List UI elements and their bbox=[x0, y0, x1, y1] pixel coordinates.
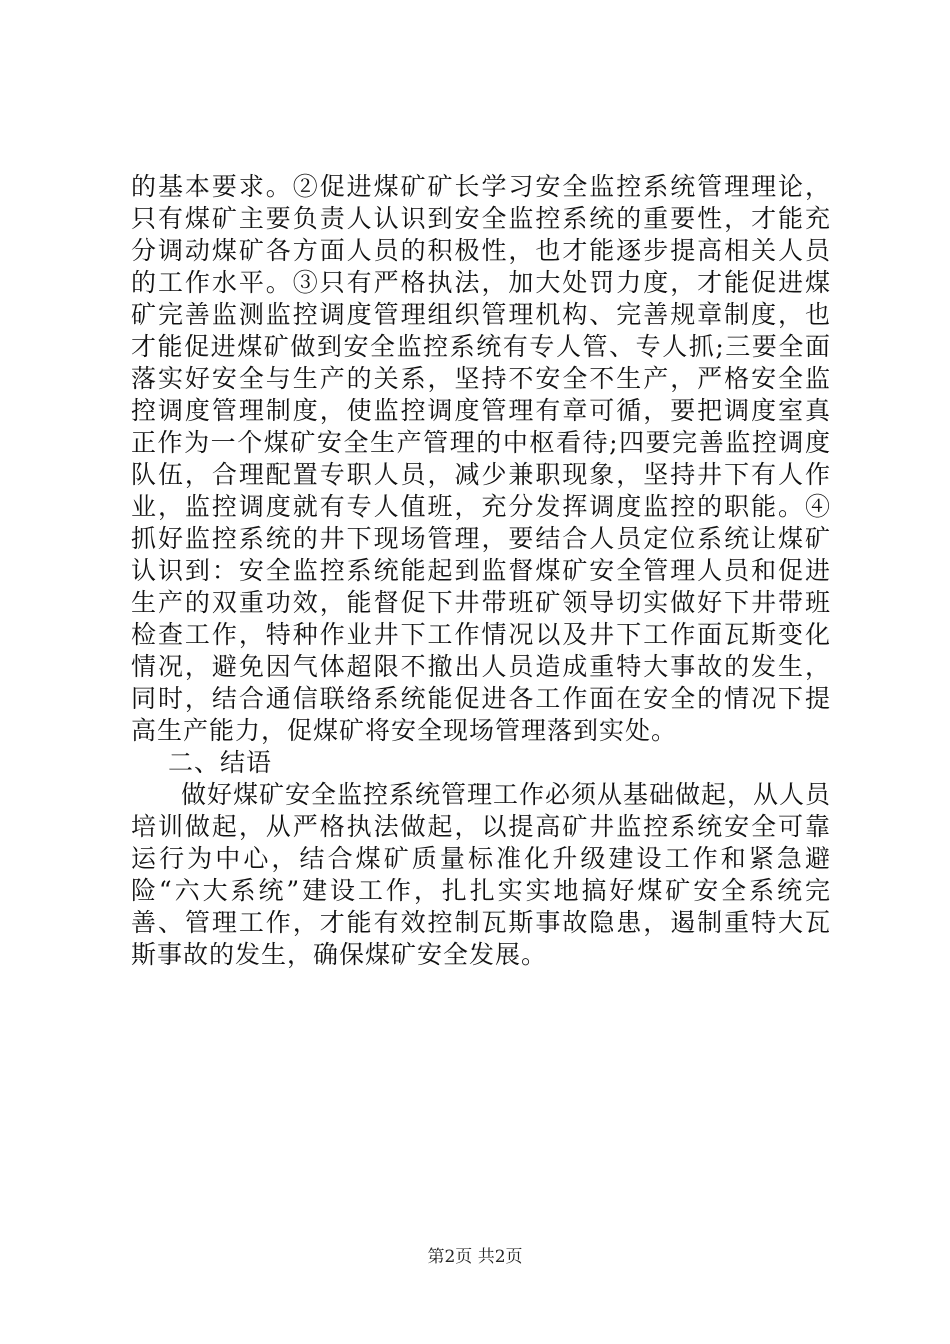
body-paragraph: 的基本要求。②促进煤矿矿长学习安全监控系统管理理论，只有煤矿主要负责人认识到安全监控系统的重要性，才能充分调动煤矿各方面人员的积极性，也才能逐步提高相关人员的工作水平。③只有严格执法，加大处罚力度，才能促进煤矿完善监测监控调度管理组织管理机构、完善规章制度，也才能促进煤矿做到安全监控系统有专人管、专人抓;三要全面落实好安全与生产的关系，坚持不安全不生产，严格安全监控调度管理制度，使监控调度管理有章可循，要把调度室真正作为一个煤矿安全生产管理的中枢看待;四要完善监控调度队伍，合理配置专职人员，减少兼职现象，坚持井下有人作业，监控调度就有专人值班，充分发挥调度监控的职能。④抓好监控系统的井下现场管理，要结合人员定位系统让煤矿认识到：安全监控系统能起到监督煤矿安全管理人员和促进生产的双重功效，能督促下井带班矿领导切实做好下井带班检查工作，特种作业井下工作情况以及井下工作面瓦斯变化情况，避免因气体超限不撤出人员造成重特大事故的发生，同时，结合通信联络系统能促进各工作面在安全的情况下提高生产能力，促煤矿将安全现场管理落到实处。 bbox=[131, 172, 831, 745]
conclusion-paragraph: 做好煤矿安全监控系统管理工作必须从基础做起，从人员培训做起，从严格执法做起，以提高矿井监控系统安全可靠运行为中心，结合煤矿质量标准化升级建设工作和紧急避险“六大系统”建设工作，扎扎实实地搞好煤矿安全系统完善、管理工作，才能有效控制瓦斯事故隐患，遏制重特大瓦斯事故的发生，确保煤矿安全发展。 bbox=[131, 780, 832, 969]
page-footer bbox=[0, 1245, 950, 1269]
document-body bbox=[131, 171, 831, 971]
page-number: 第2页 共2页 bbox=[427, 1247, 523, 1267]
section-heading: 二、结语 bbox=[168, 748, 273, 777]
